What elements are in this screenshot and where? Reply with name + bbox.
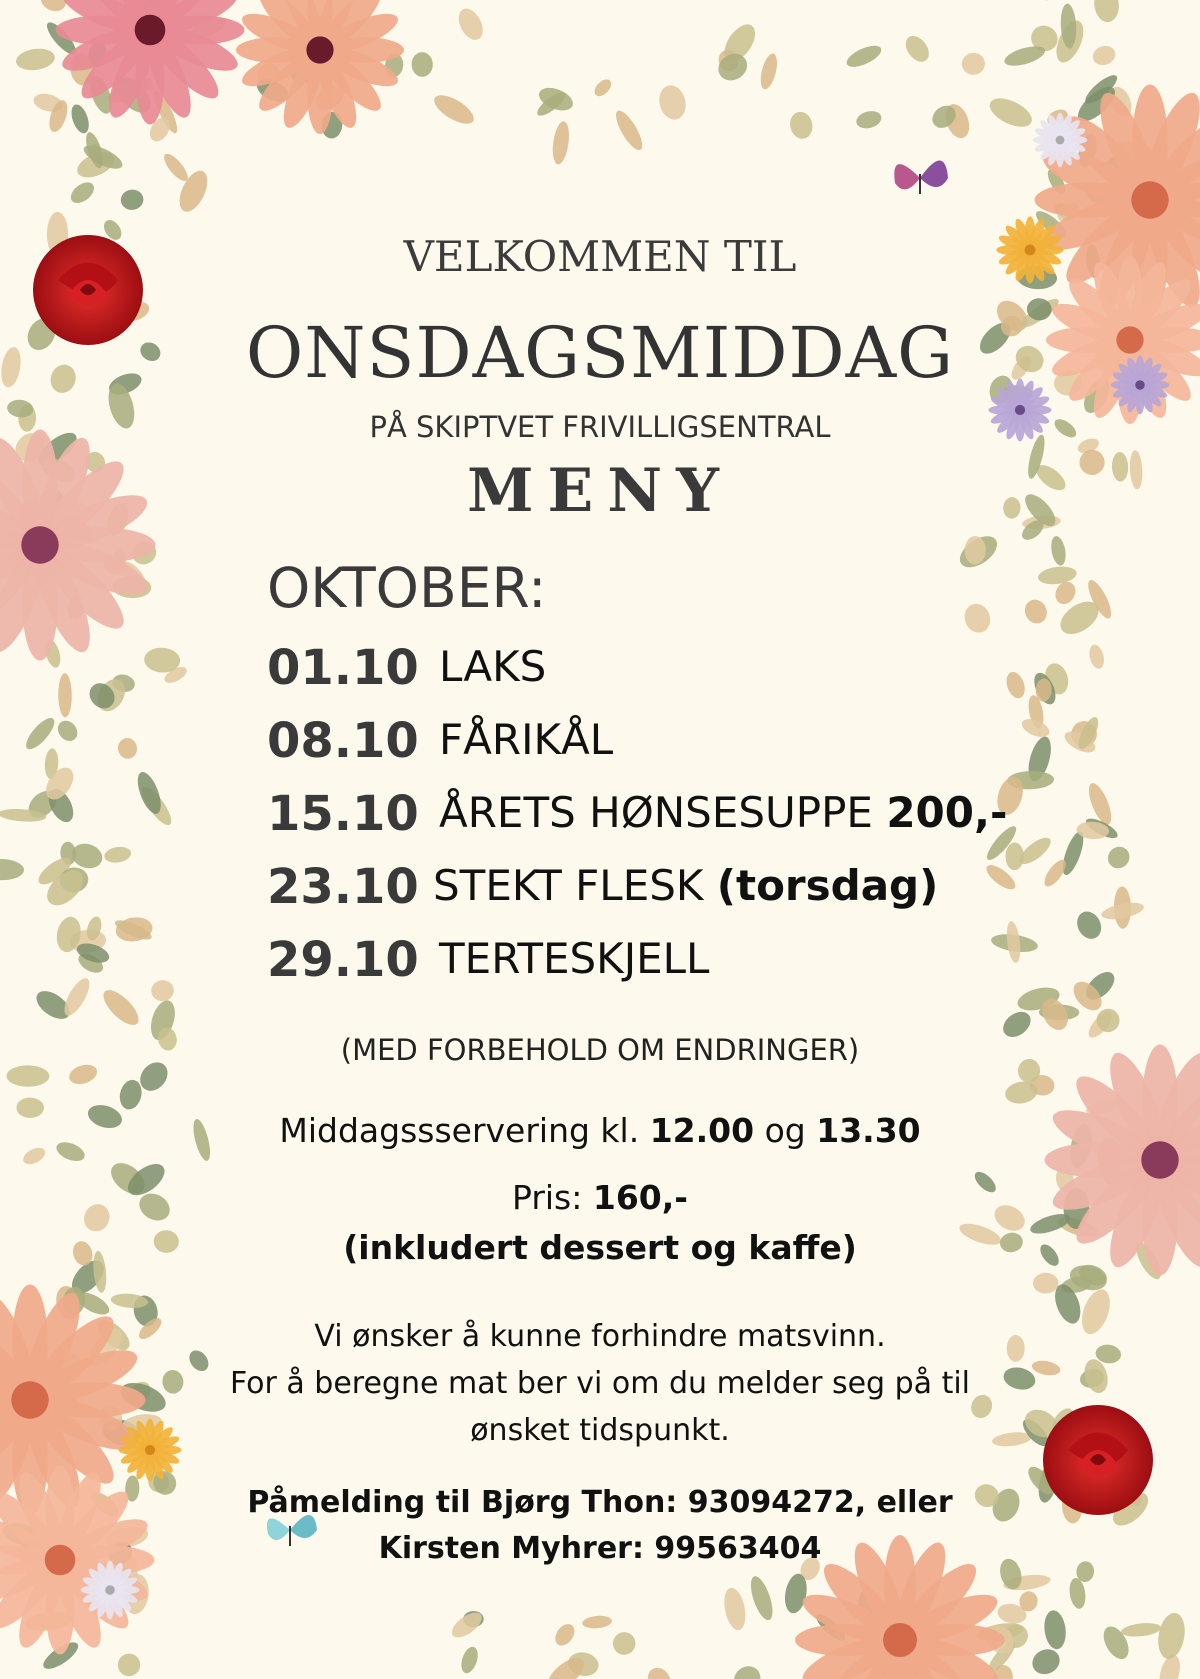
page-subtitle: PÅ SKIPTVET FRIVILLIGSENTRAL xyxy=(369,410,831,444)
menu-date: 29.10 xyxy=(267,932,419,988)
price: Pris: 160,- xyxy=(512,1178,688,1217)
reservation-note: (MED FORBEHOLD OM ENDRINGER) xyxy=(340,1033,860,1067)
menu-date: 15.10 xyxy=(267,786,419,842)
page-title: ONSDAGSMIDDAG xyxy=(245,312,955,394)
menu-dish: FÅRIKÅL xyxy=(439,715,614,764)
menu-date: 08.10 xyxy=(267,713,419,769)
signup-contact: Påmelding til Bjørg Thon: 93094272, eller Kirsten Myhrer: 99563404 xyxy=(247,1485,953,1566)
price-note: (inkludert dessert og kaffe) xyxy=(343,1228,857,1267)
menu-dish: STEKT FLESK (torsdag) xyxy=(433,861,939,910)
menu-dish: LAKS xyxy=(439,642,547,691)
menu-heading: MENY xyxy=(467,456,733,526)
menu-date: 01.10 xyxy=(267,640,419,696)
month-heading: OKTOBER: xyxy=(267,556,547,620)
menu-price-note: 200,- xyxy=(886,788,1008,837)
serving-times: Middagssservering kl. 12.00 og 13.30 xyxy=(279,1111,921,1150)
info-text: Vi ønsker å kunne forhindre matsvinn. For å beregne mat ber vi om du melder seg på til ønsket tidspunkt. xyxy=(229,1319,971,1448)
menu-day-note: (torsdag) xyxy=(716,861,939,910)
welcome-heading: VELKOMMEN TIL xyxy=(403,232,797,281)
menu-dish: ÅRETS HØNSESUPPE 200,- xyxy=(439,788,1008,837)
menu-date: 23.10 xyxy=(267,859,419,915)
menu-dish: TERTESKJELL xyxy=(439,934,710,983)
